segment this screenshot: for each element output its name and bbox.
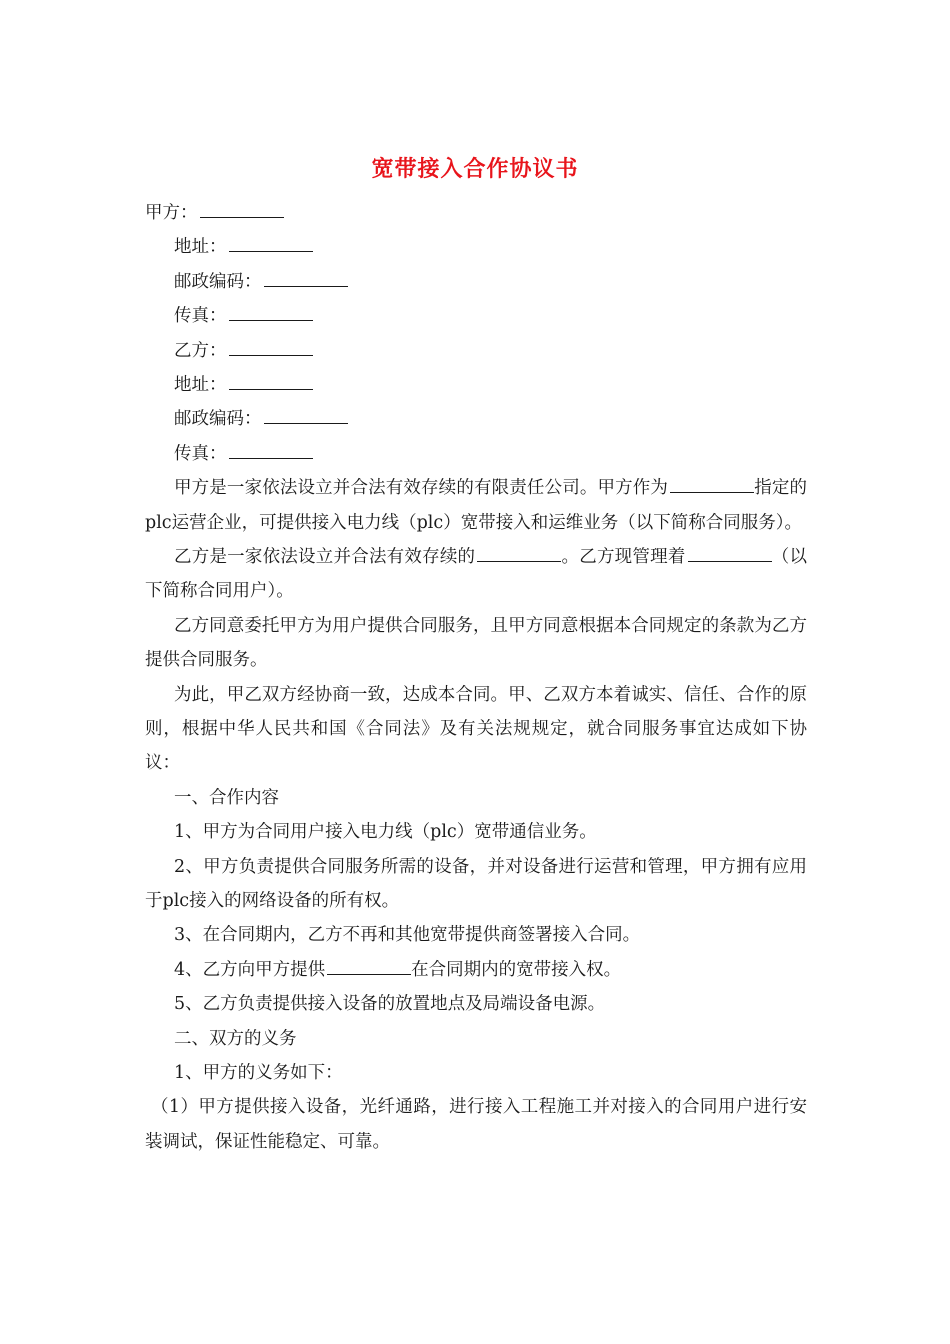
intro-p2-text-c: （以下简称合同用户）。 (145, 546, 808, 602)
intro-p2-text-a: 乙方是一家依法设立并合法有效存续的 (174, 546, 476, 567)
party-b-blank (229, 338, 313, 356)
party-a-address-label: 地址： (174, 237, 227, 258)
party-a-postcode-line (145, 265, 807, 299)
section-2-sub-1-item-1: （1）甲方提供接入设备，光纤通路，进行接入工程施工并对接入的合同用户进行安装调试，保证性能稳定、可靠。 (145, 1097, 807, 1152)
section-2-heading: 二、双方的义务 (174, 1028, 297, 1049)
document-body (145, 196, 807, 1159)
party-b-address-blank (229, 372, 313, 390)
party-a-fax-label: 传真： (174, 306, 227, 327)
section-2-sub-1: 1、甲方的义务如下： (174, 1063, 343, 1083)
party-b-label: 乙方： (174, 340, 227, 361)
intro-p1-text-b: 指定的plc运营企业，可提供接入电力线（plc）宽带接入和运维业务（以下简称合同服务）。 (145, 478, 807, 533)
section-1-item-4-blank (327, 957, 411, 975)
party-a-blank (200, 200, 284, 218)
party-a-postcode-blank (264, 269, 348, 287)
party-b-address-line (145, 368, 807, 402)
section-1-item-1: 1、甲方为合同用户接入电力线（plc）宽带通信业务。 (174, 822, 597, 843)
party-b-postcode-label: 邮政编码： (174, 409, 262, 430)
section-1-item-4 (145, 953, 807, 987)
intro-paragraph-1 (145, 471, 807, 540)
party-a-address-blank (229, 234, 313, 252)
party-b-fax-line (145, 437, 807, 471)
party-a-address-line (145, 230, 807, 264)
intro-paragraph-4: 为此，甲乙双方经协商一致，达成本合同。甲、乙双方本着诚实、信任、合作的原则，根据中华人民共和国《合同法》及有关法规规定，就合同服务事宜达成如下协议： (145, 684, 807, 774)
party-a-postcode-label: 邮政编码： (174, 271, 262, 292)
party-b-postcode-blank (264, 406, 348, 424)
section-1-item-4-text-b: 在合同期内的宽带接入权。 (411, 959, 622, 980)
party-b-line (145, 334, 807, 368)
section-1-item-4-text-a: 4、乙方向甲方提供 (174, 959, 326, 980)
intro-p2-text-b: 。乙方现管理着 (561, 546, 686, 567)
section-1-heading: 一、合作内容 (174, 787, 279, 808)
document-title: 宽带接入合作协议书 (371, 156, 579, 182)
party-a-line (145, 196, 807, 230)
party-b-postcode-line (145, 402, 807, 436)
party-a-fax-line (145, 299, 807, 333)
section-1-item-5: 5、乙方负责提供接入设备的放置地点及局端设备电源。 (174, 994, 606, 1015)
intro-p2-blank-2 (688, 544, 772, 562)
party-a-label: 甲方： (145, 203, 198, 223)
party-b-address-label: 地址： (174, 374, 227, 395)
party-b-fax-label: 传真： (174, 443, 227, 464)
intro-paragraph-3: 乙方同意委托甲方为用户提供合同服务，且甲方同意根据本合同规定的条款为乙方提供合同服务。 (145, 615, 807, 671)
intro-p1-blank (670, 475, 754, 493)
intro-p1-text-a: 甲方是一家依法设立并合法有效存续的有限责任公司。甲方作为 (174, 478, 669, 499)
section-1-item-2: 2、甲方负责提供合同服务所需的设备，并对设备进行运营和管理，甲方拥有应用于plc接入的网络设备的所有权。 (145, 856, 807, 911)
section-1-item-3: 3、在合同期内，乙方不再和其他宽带提供商签署接入合同。 (174, 925, 641, 946)
intro-p2-blank-1 (477, 544, 561, 562)
party-a-fax-blank (229, 303, 313, 321)
party-b-fax-blank (229, 441, 313, 459)
intro-paragraph-2 (145, 540, 807, 609)
